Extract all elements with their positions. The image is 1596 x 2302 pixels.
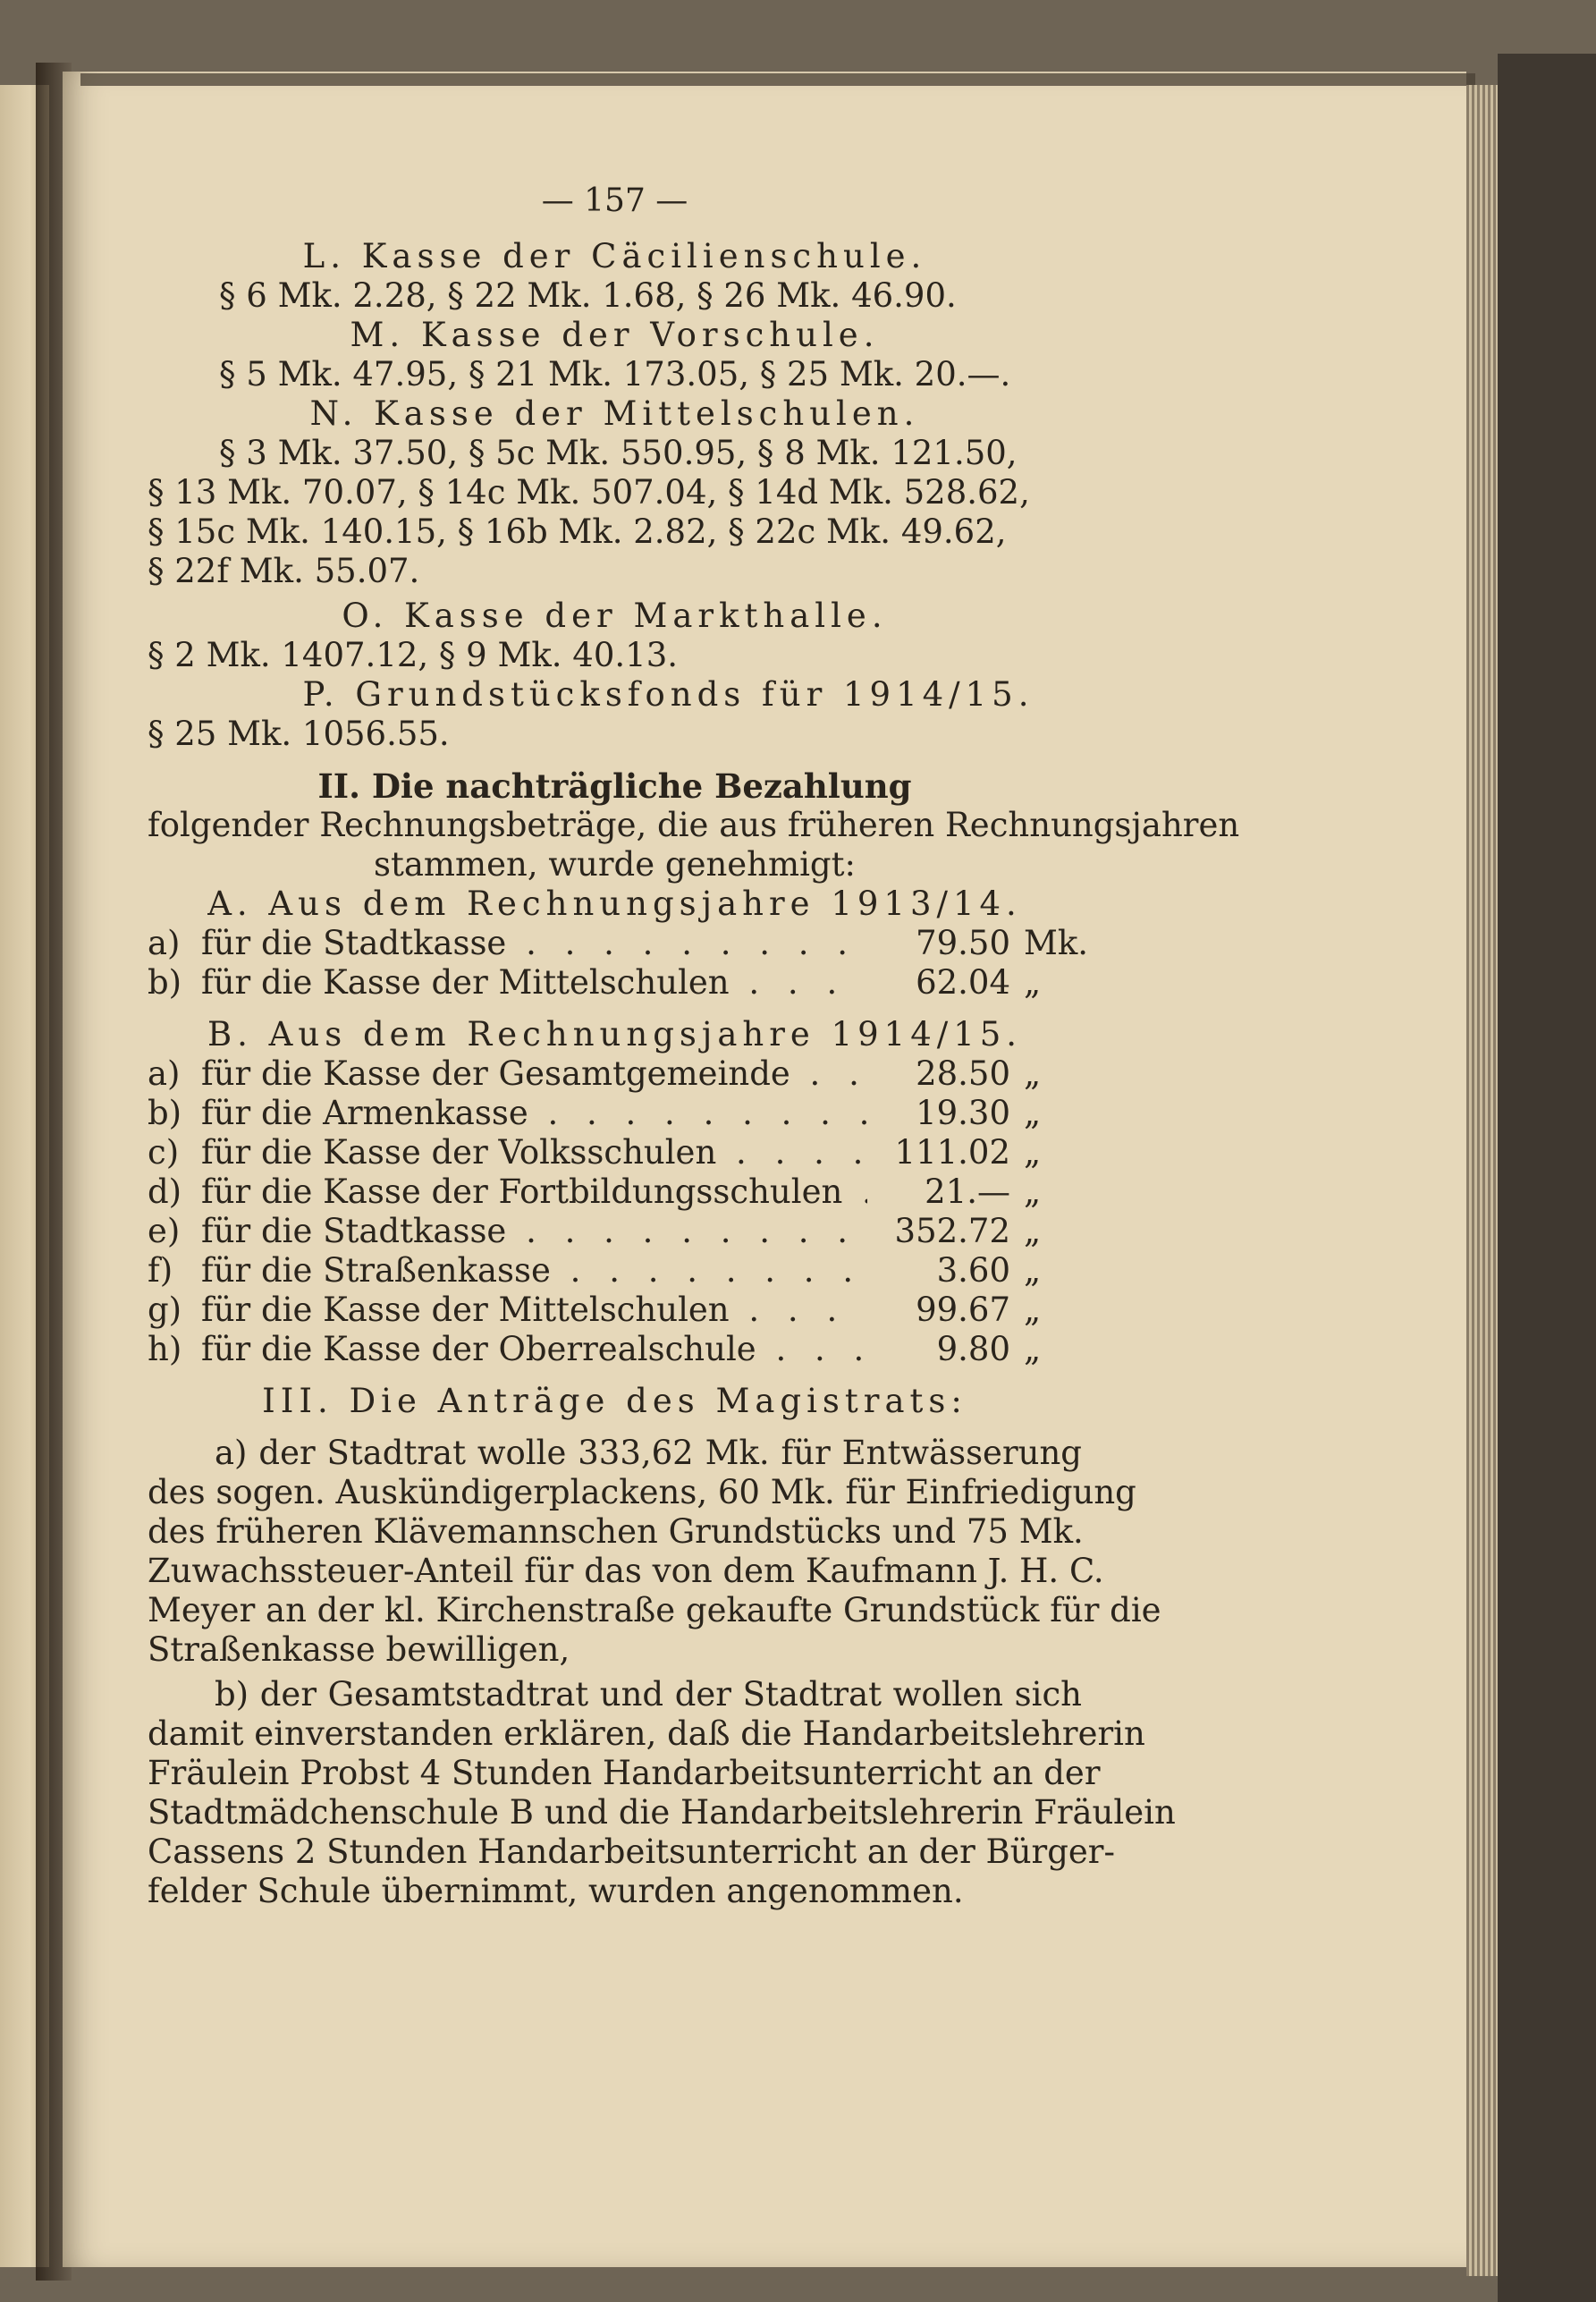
list-item [148,1212,1082,1251]
item-letter: b) [148,1094,182,1132]
paragraph-line: Zuwachssteuer-Anteil für das von dem Kaufmann J. H. C. [148,1552,1104,1590]
item-amount: 28.50 [916,1054,1010,1093]
paragraph-line: des sogen. Auskündigerplackens, 60 Mk. für Einfriedigung [148,1473,1136,1511]
section-o-line: § 2 Mk. 1407.12, § 9 Mk. 40.13. [148,636,678,674]
item-letter: a) [148,924,181,962]
section-iii-heading: III. Die Anträge des Magistrats: [262,1382,967,1420]
item-text: für die Stadtkasse . . . [201,1212,867,1251]
item-text: für die Kasse der Mittelschulen . . . [201,1291,867,1330]
item-text: für die Kasse der Gesamtgemeinde . . . [201,1054,867,1094]
section-m-line: § 5 Mk. 47.95, § 21 Mk. 173.05, § 25 Mk. 20.—. [219,355,1011,394]
item-unit: „ [1024,1133,1042,1172]
list-item [148,1094,1082,1133]
item-text: für die Armenkasse . . . [201,1094,867,1133]
item-letter: f) [148,1251,173,1290]
list-item [148,1291,1082,1330]
page-number: — 157 — [541,182,688,219]
item-text: für die Kasse der Mittelschulen . . . [201,963,867,1003]
item-amount: 21.— [925,1172,1010,1211]
paragraph-line: des früheren Klävemannschen Grundstücks und 75 Mk. [148,1512,1084,1551]
page-top-edge [80,73,1475,86]
section-n-line: § 15c Mk. 140.15, § 16b Mk. 2.82, § 22c Mk. 49.62, [148,512,1007,551]
section-ii-heading: II. Die nachträgliche Bezahlung [317,766,912,806]
section-ii-intro: stammen, wurde genehmigt: [374,845,856,884]
list-item [148,1172,1082,1212]
list-item [148,1133,1082,1172]
paragraph-line: Fräulein Probst 4 Stunden Handarbeitsunterricht an der [148,1754,1101,1792]
paragraph-line: felder Schule übernimmt, wurden angenommen. [148,1872,964,1910]
section-l-heading: L. Kasse der Cäcilienschule. [302,237,927,275]
paragraph-line: Meyer an der kl. Kirchenstraße gekaufte Grundstück für die [148,1591,1161,1629]
paragraph-line: Cassens 2 Stunden Handarbeitsunterricht an der Bürger- [148,1832,1115,1871]
list-item [148,1054,1082,1094]
section-l-line: § 6 Mk. 2.28, § 22 Mk. 1.68, § 26 Mk. 46.90. [219,276,957,315]
page-edges [1466,85,1498,2276]
section-p-heading: P. Grundstücksfonds für 1914/15. [302,675,1034,714]
section-n-line: § 22f Mk. 55.07. [148,552,420,590]
item-text: für die Kasse der Fortbildungsschulen . . . [201,1172,867,1212]
book-cover [1498,54,1596,2302]
item-amount: 19.30 [916,1094,1010,1132]
page-text [148,174,1240,1911]
item-unit: „ [1024,1172,1042,1211]
item-unit: „ [1024,1251,1042,1290]
item-text: für die Stadtkasse . . . [201,924,867,963]
item-letter: g) [148,1291,182,1329]
item-amount: 111.02 [894,1133,1010,1172]
item-letter: b) [148,963,182,1002]
item-unit: „ [1024,963,1042,1002]
section-p-line: § 25 Mk. 1056.55. [148,715,450,753]
subsection-b-heading: B. Aus dem Rechnungsjahre 1914/15. [207,1015,1023,1054]
item-unit: „ [1024,1212,1042,1250]
item-text: für die Straßenkasse . . . [201,1251,867,1291]
paragraph-line: b) der Gesamtstadtrat und der Stadtrat wollen sich [215,1675,1082,1714]
item-amount: 79.50 [916,924,1010,962]
item-unit: „ [1024,1291,1042,1329]
item-text: für die Kasse der Volksschulen . . . [201,1133,867,1172]
item-letter: d) [148,1172,182,1211]
list-item [148,1251,1082,1291]
item-unit: „ [1024,1054,1042,1093]
paragraph-line: Stadtmädchenschule B und die Handarbeitslehrerin Fräulein [148,1793,1176,1832]
paragraph-a [148,1434,1161,1670]
item-unit: „ [1024,1094,1042,1132]
section-m-heading: M. Kasse der Vorschule. [350,316,880,354]
paragraph-line: a) der Stadtrat wolle 333,62 Mk. für Entwässerung [215,1434,1082,1472]
item-letter: c) [148,1133,180,1172]
item-amount: 9.80 [936,1330,1010,1368]
section-n-heading: N. Kasse der Mittelschulen. [309,394,920,433]
list-item [148,1330,1082,1369]
section-n-line: § 13 Mk. 70.07, § 14c Mk. 507.04, § 14d Mk. 528.62, [148,473,1030,512]
item-amount: 352.72 [894,1212,1010,1250]
section-ii-intro: folgender Rechnungsbeträge, die aus früheren Rechnungsjahren [148,806,1240,844]
item-unit: „ [1024,1330,1042,1368]
paragraph-line: damit einverstanden erklären, daß die Handarbeitslehrerin [148,1714,1145,1753]
section-n-line: § 3 Mk. 37.50, § 5c Mk. 550.95, § 8 Mk. 121.50, [219,434,1018,472]
section-o-heading: O. Kasse der Markthalle. [342,597,888,635]
item-letter: h) [148,1330,182,1368]
item-unit: Mk. [1024,924,1089,962]
list-item [148,924,1089,963]
list-item [148,963,1082,1003]
item-amount: 3.60 [936,1251,1010,1290]
item-amount: 62.04 [916,963,1010,1002]
paragraph-b [148,1675,1176,1911]
paragraph-line: Straßenkasse bewilligen, [148,1630,570,1669]
item-letter: e) [148,1212,181,1250]
item-text: für die Kasse der Oberrealschule . . . [201,1330,867,1369]
item-letter: a) [148,1054,181,1093]
subsection-a-heading: A. Aus dem Rechnungsjahre 1913/14. [207,884,1022,923]
item-amount: 99.67 [916,1291,1010,1329]
